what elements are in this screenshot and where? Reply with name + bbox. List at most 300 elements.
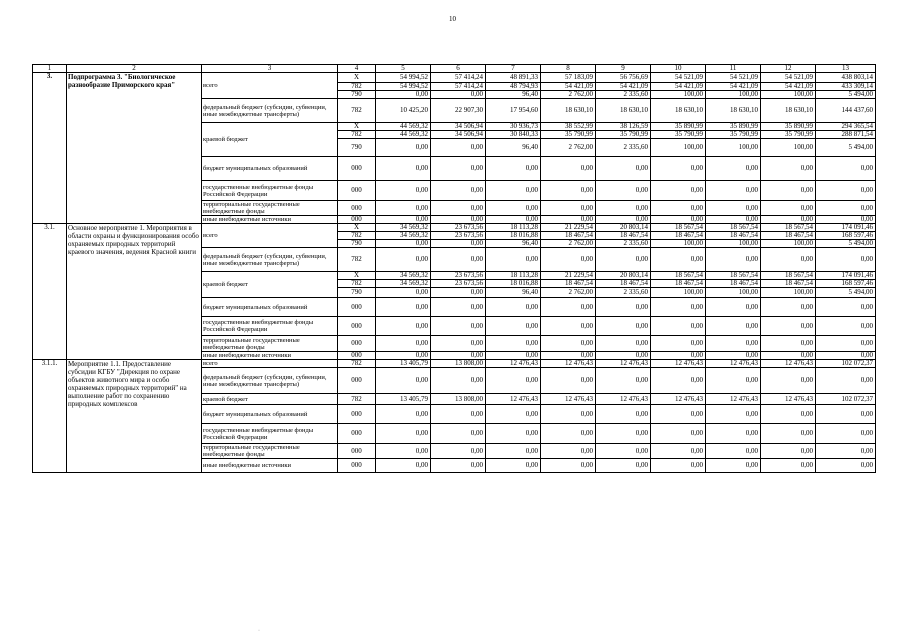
amount-cell: 0,00 bbox=[486, 216, 541, 224]
amount-cell: 0,00 bbox=[376, 424, 431, 444]
amount-cell: 0,00 bbox=[596, 201, 651, 216]
funding-source: всего bbox=[202, 224, 338, 248]
budget-code: 000 bbox=[338, 405, 376, 424]
amount-cell: 18 467,54 bbox=[651, 280, 706, 288]
amount-cell: 0,00 bbox=[376, 240, 431, 248]
amount-cell: 100,00 bbox=[651, 288, 706, 298]
amount-cell: 18 467,54 bbox=[541, 280, 596, 288]
amount-cell: 0,00 bbox=[816, 368, 876, 394]
amount-cell: 18 567,54 bbox=[706, 224, 761, 232]
amount-cell: 18 467,54 bbox=[651, 232, 706, 240]
budget-code: 000 bbox=[338, 459, 376, 473]
amount-cell: 0,00 bbox=[651, 424, 706, 444]
amount-cell: 0,00 bbox=[816, 216, 876, 224]
amount-cell: 0,00 bbox=[596, 352, 651, 360]
amount-cell: 0,00 bbox=[376, 201, 431, 216]
amount-cell: 34 569,32 bbox=[376, 232, 431, 240]
amount-cell: 54 521,09 bbox=[651, 73, 706, 83]
amount-cell: 0,00 bbox=[431, 336, 486, 352]
amount-cell: 0,00 bbox=[816, 405, 876, 424]
amount-cell: 35 790,99 bbox=[541, 131, 596, 139]
amount-cell: 0,00 bbox=[486, 317, 541, 336]
amount-cell: 0,00 bbox=[761, 248, 816, 272]
amount-cell: 20 803,14 bbox=[596, 224, 651, 232]
amount-cell: 18 467,54 bbox=[761, 280, 816, 288]
budget-code: 782 bbox=[338, 280, 376, 288]
amount-cell: 0,00 bbox=[541, 181, 596, 201]
amount-cell: 0,00 bbox=[706, 405, 761, 424]
amount-cell: 10 425,20 bbox=[376, 99, 431, 123]
header-cell: 11 bbox=[706, 65, 761, 73]
amount-cell: 18 467,54 bbox=[706, 232, 761, 240]
amount-cell: 0,00 bbox=[486, 352, 541, 360]
amount-cell: 0,00 bbox=[816, 317, 876, 336]
budget-code: 000 bbox=[338, 201, 376, 216]
amount-cell: 0,00 bbox=[651, 298, 706, 317]
amount-cell: 18 467,54 bbox=[761, 232, 816, 240]
amount-cell: 102 072,37 bbox=[816, 360, 876, 368]
amount-cell: 0,00 bbox=[651, 336, 706, 352]
funding-source: государственные внебюджетные фонды Российской Федерации bbox=[202, 317, 338, 336]
amount-cell: 0,00 bbox=[816, 157, 876, 181]
amount-cell: 54 521,09 bbox=[761, 73, 816, 83]
amount-cell: 0,00 bbox=[431, 424, 486, 444]
amount-cell: 0,00 bbox=[376, 181, 431, 201]
amount-cell: 54 421,09 bbox=[706, 83, 761, 91]
funding-source: территориальные государственные внебюджетные фонды bbox=[202, 336, 338, 352]
budget-code: 000 bbox=[338, 336, 376, 352]
header-cell: 3 bbox=[202, 65, 338, 73]
table-row bbox=[33, 360, 876, 368]
amount-cell: 56 756,69 bbox=[596, 73, 651, 83]
header-cell: 6 bbox=[431, 65, 486, 73]
amount-cell: 0,00 bbox=[486, 181, 541, 201]
header-cell: 10 bbox=[651, 65, 706, 73]
amount-cell: 100,00 bbox=[761, 288, 816, 298]
amount-cell: 23 673,56 bbox=[431, 224, 486, 232]
amount-cell: 18 630,10 bbox=[541, 99, 596, 123]
budget-table bbox=[32, 64, 876, 473]
header-cell: 2 bbox=[67, 65, 202, 73]
amount-cell: 57 414,24 bbox=[431, 83, 486, 91]
amount-cell: 0,00 bbox=[651, 459, 706, 473]
amount-cell: 0,00 bbox=[761, 181, 816, 201]
amount-cell: 35 790,99 bbox=[651, 131, 706, 139]
amount-cell: 18 630,10 bbox=[761, 99, 816, 123]
amount-cell: 0,00 bbox=[706, 298, 761, 317]
amount-cell: 0,00 bbox=[651, 216, 706, 224]
amount-cell: 54 421,09 bbox=[761, 83, 816, 91]
amount-cell: 0,00 bbox=[596, 248, 651, 272]
funding-source: иные внебюджетные источники bbox=[202, 459, 338, 473]
amount-cell: 18 567,54 bbox=[706, 272, 761, 280]
table-row bbox=[33, 224, 876, 232]
scan-mark: · bbox=[258, 628, 260, 634]
amount-cell: 0,00 bbox=[376, 298, 431, 317]
amount-cell: 38 552,99 bbox=[541, 123, 596, 131]
amount-cell: 294 365,54 bbox=[816, 123, 876, 131]
amount-cell: 35 890,99 bbox=[761, 123, 816, 131]
amount-cell: 0,00 bbox=[486, 157, 541, 181]
funding-source: федеральный бюджет (субсидии, субвенции, иные межбюджетные трансферты) bbox=[202, 368, 338, 394]
amount-cell: 18 630,10 bbox=[596, 99, 651, 123]
amount-cell: 54 521,09 bbox=[706, 73, 761, 83]
funding-source: государственные внебюджетные фонды Российской Федерации bbox=[202, 181, 338, 201]
amount-cell: 433 309,14 bbox=[816, 83, 876, 91]
amount-cell: 13 405,79 bbox=[376, 394, 431, 405]
amount-cell: 0,00 bbox=[541, 248, 596, 272]
amount-cell: 0,00 bbox=[706, 352, 761, 360]
amount-cell: 12 476,43 bbox=[651, 360, 706, 368]
amount-cell: 54 421,09 bbox=[541, 83, 596, 91]
amount-cell: 13 808,00 bbox=[431, 394, 486, 405]
amount-cell: 0,00 bbox=[706, 424, 761, 444]
amount-cell: 0,00 bbox=[816, 424, 876, 444]
amount-cell: 2 335,60 bbox=[596, 139, 651, 157]
amount-cell: 0,00 bbox=[706, 181, 761, 201]
page-number: 10 bbox=[449, 15, 456, 23]
amount-cell: 22 907,30 bbox=[431, 99, 486, 123]
amount-cell: 0,00 bbox=[651, 368, 706, 394]
amount-cell: 0,00 bbox=[431, 368, 486, 394]
amount-cell: 0,00 bbox=[486, 405, 541, 424]
amount-cell: 0,00 bbox=[431, 352, 486, 360]
budget-code: 790 bbox=[338, 139, 376, 157]
amount-cell: 0,00 bbox=[761, 405, 816, 424]
amount-cell: 0,00 bbox=[651, 201, 706, 216]
amount-cell: 0,00 bbox=[816, 444, 876, 459]
amount-cell: 18 567,54 bbox=[761, 224, 816, 232]
header-cell: 1 bbox=[33, 65, 67, 73]
funding-source: иные внебюджетные источники bbox=[202, 352, 338, 360]
amount-cell: 0,00 bbox=[431, 201, 486, 216]
amount-cell: 0,00 bbox=[376, 459, 431, 473]
budget-code: 782 bbox=[338, 232, 376, 240]
amount-cell: 54 421,09 bbox=[596, 83, 651, 91]
budget-code: 782 bbox=[338, 131, 376, 139]
amount-cell: 0,00 bbox=[376, 368, 431, 394]
budget-code: X bbox=[338, 224, 376, 232]
amount-cell: 44 569,32 bbox=[376, 131, 431, 139]
amount-cell: 23 673,56 bbox=[431, 232, 486, 240]
amount-cell: 0,00 bbox=[816, 336, 876, 352]
budget-code: 782 bbox=[338, 83, 376, 91]
amount-cell: 100,00 bbox=[651, 240, 706, 248]
amount-cell: 0,00 bbox=[706, 157, 761, 181]
amount-cell: 96,40 bbox=[486, 240, 541, 248]
budget-code: 000 bbox=[338, 368, 376, 394]
amount-cell: 0,00 bbox=[541, 352, 596, 360]
amount-cell: 12 476,43 bbox=[541, 360, 596, 368]
amount-cell: 174 091,46 bbox=[816, 224, 876, 232]
amount-cell: 168 597,46 bbox=[816, 232, 876, 240]
amount-cell: 34 569,32 bbox=[376, 272, 431, 280]
amount-cell: 0,00 bbox=[596, 368, 651, 394]
funding-source: всего bbox=[202, 73, 338, 99]
amount-cell: 0,00 bbox=[486, 459, 541, 473]
amount-cell: 0,00 bbox=[431, 298, 486, 317]
amount-cell: 21 229,54 bbox=[541, 224, 596, 232]
amount-cell: 0,00 bbox=[761, 157, 816, 181]
budget-code: 000 bbox=[338, 157, 376, 181]
amount-cell: 0,00 bbox=[761, 368, 816, 394]
amount-cell: 34 506,94 bbox=[431, 131, 486, 139]
amount-cell: 0,00 bbox=[486, 201, 541, 216]
amount-cell: 0,00 bbox=[431, 288, 486, 298]
header-cell: 13 bbox=[816, 65, 876, 73]
amount-cell: 0,00 bbox=[431, 459, 486, 473]
amount-cell: 0,00 bbox=[596, 405, 651, 424]
funding-source: территориальные государственные внебюджетные фонды bbox=[202, 444, 338, 459]
amount-cell: 0,00 bbox=[376, 317, 431, 336]
amount-cell: 34 569,32 bbox=[376, 280, 431, 288]
amount-cell: 48 794,93 bbox=[486, 83, 541, 91]
amount-cell: 96,40 bbox=[486, 139, 541, 157]
budget-code: X bbox=[338, 73, 376, 83]
amount-cell: 2 335,60 bbox=[596, 91, 651, 99]
header-cell: 7 bbox=[486, 65, 541, 73]
amount-cell: 100,00 bbox=[761, 91, 816, 99]
funding-source: бюджет муниципальных образований bbox=[202, 298, 338, 317]
budget-code: 000 bbox=[338, 424, 376, 444]
amount-cell: 18 016,88 bbox=[486, 280, 541, 288]
amount-cell: 57 183,09 bbox=[541, 73, 596, 83]
amount-cell: 0,00 bbox=[596, 336, 651, 352]
amount-cell: 96,40 bbox=[486, 288, 541, 298]
amount-cell: 18 630,10 bbox=[651, 99, 706, 123]
amount-cell: 0,00 bbox=[431, 248, 486, 272]
amount-cell: 168 597,46 bbox=[816, 280, 876, 288]
amount-cell: 0,00 bbox=[706, 201, 761, 216]
amount-cell: 0,00 bbox=[431, 157, 486, 181]
amount-cell: 0,00 bbox=[761, 201, 816, 216]
amount-cell: 0,00 bbox=[816, 459, 876, 473]
amount-cell: 0,00 bbox=[651, 157, 706, 181]
amount-cell: 0,00 bbox=[541, 424, 596, 444]
budget-code: 782 bbox=[338, 360, 376, 368]
amount-cell: 438 803,14 bbox=[816, 73, 876, 83]
amount-cell: 12 476,43 bbox=[486, 394, 541, 405]
amount-cell: 18 113,28 bbox=[486, 224, 541, 232]
amount-cell: 0,00 bbox=[376, 444, 431, 459]
item-number: 3.1. bbox=[33, 224, 67, 360]
amount-cell: 0,00 bbox=[706, 216, 761, 224]
amount-cell: 2 335,60 bbox=[596, 240, 651, 248]
funding-source: краевой бюджет bbox=[202, 272, 338, 298]
budget-code: 790 bbox=[338, 288, 376, 298]
amount-cell: 0,00 bbox=[541, 201, 596, 216]
amount-cell: 0,00 bbox=[376, 216, 431, 224]
amount-cell: 0,00 bbox=[431, 91, 486, 99]
amount-cell: 0,00 bbox=[541, 298, 596, 317]
amount-cell: 0,00 bbox=[376, 91, 431, 99]
budget-code: 000 bbox=[338, 352, 376, 360]
funding-source: территориальные государственные внебюджетные фонды bbox=[202, 201, 338, 216]
amount-cell: 0,00 bbox=[761, 424, 816, 444]
amount-cell: 0,00 bbox=[376, 139, 431, 157]
amount-cell: 0,00 bbox=[431, 181, 486, 201]
amount-cell: 0,00 bbox=[376, 157, 431, 181]
amount-cell: 0,00 bbox=[761, 216, 816, 224]
amount-cell: 18 567,54 bbox=[761, 272, 816, 280]
amount-cell: 0,00 bbox=[651, 405, 706, 424]
amount-cell: 96,40 bbox=[486, 91, 541, 99]
header-cell: 4 bbox=[338, 65, 376, 73]
amount-cell: 12 476,43 bbox=[541, 394, 596, 405]
amount-cell: 34 569,32 bbox=[376, 224, 431, 232]
amount-cell: 17 954,60 bbox=[486, 99, 541, 123]
amount-cell: 288 871,54 bbox=[816, 131, 876, 139]
amount-cell: 100,00 bbox=[651, 139, 706, 157]
amount-cell: 0,00 bbox=[706, 459, 761, 473]
amount-cell: 0,00 bbox=[486, 298, 541, 317]
header-cell: 12 bbox=[761, 65, 816, 73]
budget-code: 790 bbox=[338, 240, 376, 248]
amount-cell: 12 476,43 bbox=[706, 360, 761, 368]
amount-cell: 2 762,00 bbox=[541, 91, 596, 99]
amount-cell: 100,00 bbox=[706, 288, 761, 298]
amount-cell: 12 476,43 bbox=[651, 394, 706, 405]
amount-cell: 0,00 bbox=[761, 317, 816, 336]
amount-cell: 18 630,10 bbox=[706, 99, 761, 123]
amount-cell: 0,00 bbox=[541, 336, 596, 352]
amount-cell: 144 437,60 bbox=[816, 99, 876, 123]
amount-cell: 35 790,99 bbox=[761, 131, 816, 139]
amount-cell: 0,00 bbox=[596, 317, 651, 336]
amount-cell: 0,00 bbox=[431, 139, 486, 157]
amount-cell: 57 414,24 bbox=[431, 73, 486, 83]
amount-cell: 0,00 bbox=[706, 336, 761, 352]
amount-cell: 18 113,28 bbox=[486, 272, 541, 280]
item-name: Подпрограмма 3. "Биологическое разнообразие Приморского края" bbox=[67, 73, 202, 224]
amount-cell: 0,00 bbox=[431, 317, 486, 336]
amount-cell: 2 335,60 bbox=[596, 288, 651, 298]
amount-cell: 12 476,43 bbox=[596, 360, 651, 368]
amount-cell: 34 506,94 bbox=[431, 123, 486, 131]
amount-cell: 0,00 bbox=[596, 444, 651, 459]
amount-cell: 0,00 bbox=[376, 288, 431, 298]
funding-source: федеральный бюджет (субсидии, субвенции, иные межбюджетные трансферты) bbox=[202, 99, 338, 123]
amount-cell: 0,00 bbox=[651, 352, 706, 360]
amount-cell: 100,00 bbox=[706, 240, 761, 248]
amount-cell: 54 994,52 bbox=[376, 83, 431, 91]
amount-cell: 21 229,54 bbox=[541, 272, 596, 280]
amount-cell: 0,00 bbox=[596, 216, 651, 224]
amount-cell: 2 762,00 bbox=[541, 240, 596, 248]
amount-cell: 12 476,43 bbox=[761, 360, 816, 368]
amount-cell: 0,00 bbox=[431, 240, 486, 248]
funding-source: краевой бюджет bbox=[202, 394, 338, 405]
amount-cell: 5 494,00 bbox=[816, 240, 876, 248]
funding-source: бюджет муниципальных образований bbox=[202, 157, 338, 181]
amount-cell: 0,00 bbox=[596, 424, 651, 444]
amount-cell: 0,00 bbox=[651, 444, 706, 459]
amount-cell: 100,00 bbox=[706, 139, 761, 157]
header-cell: 5 bbox=[376, 65, 431, 73]
amount-cell: 18 467,54 bbox=[541, 232, 596, 240]
table-row bbox=[33, 73, 876, 83]
amount-cell: 44 569,32 bbox=[376, 123, 431, 131]
amount-cell: 0,00 bbox=[651, 317, 706, 336]
amount-cell: 0,00 bbox=[761, 336, 816, 352]
funding-source: государственные внебюджетные фонды Российской Федерации bbox=[202, 424, 338, 444]
amount-cell: 0,00 bbox=[431, 216, 486, 224]
amount-cell: 0,00 bbox=[761, 459, 816, 473]
amount-cell: 0,00 bbox=[541, 216, 596, 224]
amount-cell: 0,00 bbox=[596, 298, 651, 317]
amount-cell: 0,00 bbox=[761, 444, 816, 459]
amount-cell: 0,00 bbox=[651, 181, 706, 201]
amount-cell: 18 467,54 bbox=[596, 232, 651, 240]
amount-cell: 0,00 bbox=[651, 248, 706, 272]
amount-cell: 174 091,46 bbox=[816, 272, 876, 280]
amount-cell: 54 994,52 bbox=[376, 73, 431, 83]
amount-cell: 12 476,43 bbox=[706, 394, 761, 405]
amount-cell: 0,00 bbox=[596, 181, 651, 201]
amount-cell: 35 890,99 bbox=[706, 123, 761, 131]
amount-cell: 0,00 bbox=[486, 424, 541, 444]
amount-cell: 0,00 bbox=[761, 352, 816, 360]
amount-cell: 13 808,00 bbox=[431, 360, 486, 368]
budget-code: 782 bbox=[338, 394, 376, 405]
budget-code: 782 bbox=[338, 99, 376, 123]
amount-cell: 0,00 bbox=[486, 368, 541, 394]
amount-cell: 0,00 bbox=[376, 336, 431, 352]
amount-cell: 18 467,54 bbox=[706, 280, 761, 288]
budget-code: X bbox=[338, 123, 376, 131]
amount-cell: 0,00 bbox=[596, 459, 651, 473]
budget-code: 000 bbox=[338, 444, 376, 459]
amount-cell: 0,00 bbox=[541, 317, 596, 336]
header-row bbox=[33, 65, 876, 73]
amount-cell: 12 476,43 bbox=[761, 394, 816, 405]
amount-cell: 0,00 bbox=[486, 444, 541, 459]
amount-cell: 2 762,00 bbox=[541, 139, 596, 157]
amount-cell: 0,00 bbox=[486, 336, 541, 352]
item-name: Мероприятие 1.1. Предоставление субсидии КГБУ "Дирекция по охране объектов животного мира и особо охраняемых природных территорий" на выполнение работ по сохранению природных комплексов bbox=[67, 360, 202, 473]
amount-cell: 0,00 bbox=[816, 181, 876, 201]
amount-cell: 18 567,54 bbox=[651, 224, 706, 232]
amount-cell: 100,00 bbox=[651, 91, 706, 99]
amount-cell: 5 494,00 bbox=[816, 139, 876, 157]
amount-cell: 0,00 bbox=[486, 248, 541, 272]
amount-cell: 0,00 bbox=[376, 248, 431, 272]
amount-cell: 35 890,99 bbox=[651, 123, 706, 131]
amount-cell: 0,00 bbox=[816, 352, 876, 360]
amount-cell: 30 840,33 bbox=[486, 131, 541, 139]
header-cell: 8 bbox=[541, 65, 596, 73]
funding-source: краевой бюджет bbox=[202, 123, 338, 157]
amount-cell: 48 891,33 bbox=[486, 73, 541, 83]
amount-cell: 102 072,37 bbox=[816, 394, 876, 405]
amount-cell: 0,00 bbox=[376, 352, 431, 360]
amount-cell: 0,00 bbox=[706, 248, 761, 272]
amount-cell: 0,00 bbox=[816, 298, 876, 317]
amount-cell: 0,00 bbox=[376, 405, 431, 424]
header-cell: 9 bbox=[596, 65, 651, 73]
amount-cell: 23 673,56 bbox=[431, 280, 486, 288]
amount-cell: 5 494,00 bbox=[816, 288, 876, 298]
budget-code: 790 bbox=[338, 91, 376, 99]
amount-cell: 0,00 bbox=[541, 444, 596, 459]
amount-cell: 0,00 bbox=[541, 459, 596, 473]
amount-cell: 0,00 bbox=[596, 157, 651, 181]
funding-source: бюджет муниципальных образований bbox=[202, 405, 338, 424]
amount-cell: 0,00 bbox=[431, 405, 486, 424]
amount-cell: 12 476,43 bbox=[486, 360, 541, 368]
funding-source: всего bbox=[202, 360, 338, 368]
amount-cell: 13 405,79 bbox=[376, 360, 431, 368]
